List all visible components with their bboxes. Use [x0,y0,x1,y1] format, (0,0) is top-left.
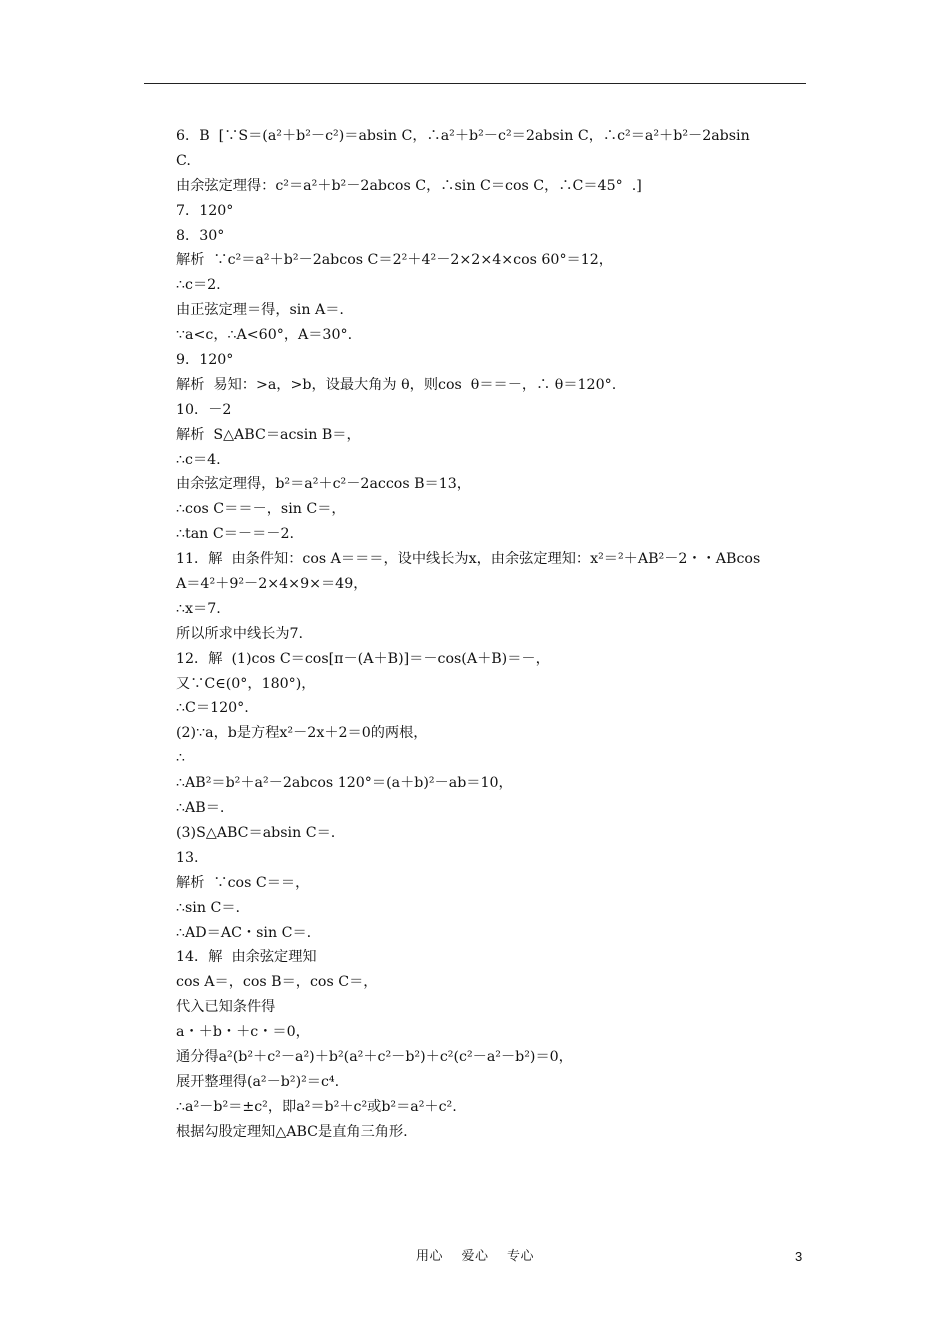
text-line: 由正弦定理＝得，sin A＝. [176,302,344,319]
text-line: 展开整理得(a²－b²)²＝c⁴. [176,1073,340,1090]
text-line: 解析 S△ABC＝acsin B＝， [176,426,361,443]
page-body [176,124,816,1145]
text-line: 13. [176,849,199,866]
text-line: a・＋b・＋c・＝0， [176,1024,310,1041]
text-line: 10．－2 [176,401,232,418]
text-line: ∴cos C＝＝－，sin C＝， [176,501,346,518]
text-line: 6．B [∵S＝(a²＋b²－c²)＝absin C，∴a²＋b²－c²＝2absin C，∴c²＝a²＋b²－2absin [176,128,750,144]
text-line: (2)∵a，b是方程x²－2x＋2＝0的两根， [176,725,428,742]
text-line: ∴C＝120°. [176,700,249,717]
text-line: cos A＝，cos B＝，cos C＝， [176,974,378,991]
text-line: 9．120° [176,352,234,369]
text-line: ∴sin C＝. [176,899,241,916]
text-line: C. [176,152,191,169]
text-line: 解析 易知：>a，>b，设最大角为 θ，则cos θ＝＝－，∴ θ＝120°. [176,376,617,393]
text-line: ∴c＝4. [176,451,221,468]
text-line: ∴x＝7. [176,600,221,617]
text-line: ∴AB²＝b²＋a²－2abcos 120°＝(a＋b)²－ab＝10， [176,775,513,792]
text-line: 12．解 (1)cos C＝cos[π－(A＋B)]＝－cos(A＋B)＝－， [176,650,550,667]
text-line: ∴AB＝. [176,800,225,817]
text-line: ∴tan C＝－＝－2. [176,526,294,543]
text-line: 解析 ∵cos C＝＝， [176,874,310,891]
text-line: 7．120° [176,202,234,219]
text-line: ∴c＝2. [176,277,221,294]
text-line: 解析 ∵c²＝a²＋b²－2abcos C＝2²＋4²－2×2×4×cos 60°＝12， [176,252,613,269]
page-number: 3 [795,1249,803,1264]
text-line: (3)S△ABC＝absin C＝. [176,824,336,841]
text-line: 又∵C∈(0°，180°)， [176,675,316,692]
text-line: ∴AD＝AC・sin C＝. [176,924,312,941]
text-line: 通分得a²(b²＋c²－a²)＋b²(a²＋c²－b²)＋c²(c²－a²－b²)＝0， [176,1048,573,1065]
text-line: ∴ [176,750,186,767]
header-rule [144,83,806,84]
text-line: 所以所求中线长为7. [176,625,304,642]
text-line: ∴a²－b²＝±c²，即a²＝b²＋c²或b²＝a²＋c². [176,1098,457,1115]
text-line: 8．30° [176,227,225,244]
text-line: 根据勾股定理知△ABC是直角三角形. [176,1123,408,1140]
text-line: A＝4²＋9²－2×4×9×＝49， [176,576,368,593]
text-line: 14．解 由余弦定理知 [176,949,317,966]
text-line: ∵a<c，∴A<60°，A＝30°. [176,327,353,344]
text-line: 由余弦定理得：c²＝a²＋b²－2abcos C，∴sin C＝cos C，∴C＝45° .] [176,177,642,194]
text-line: 代入已知条件得 [176,999,276,1016]
footer-text: 用心 爱心 专心 [415,1249,535,1264]
text-line: 由余弦定理得，b²＝a²＋c²－2accos B＝13， [176,476,471,493]
text-line: 11．解 由条件知：cos A＝＝＝，设中线长为x，由余弦定理知：x²＝²＋AB²－2・・ABcos [176,551,761,568]
